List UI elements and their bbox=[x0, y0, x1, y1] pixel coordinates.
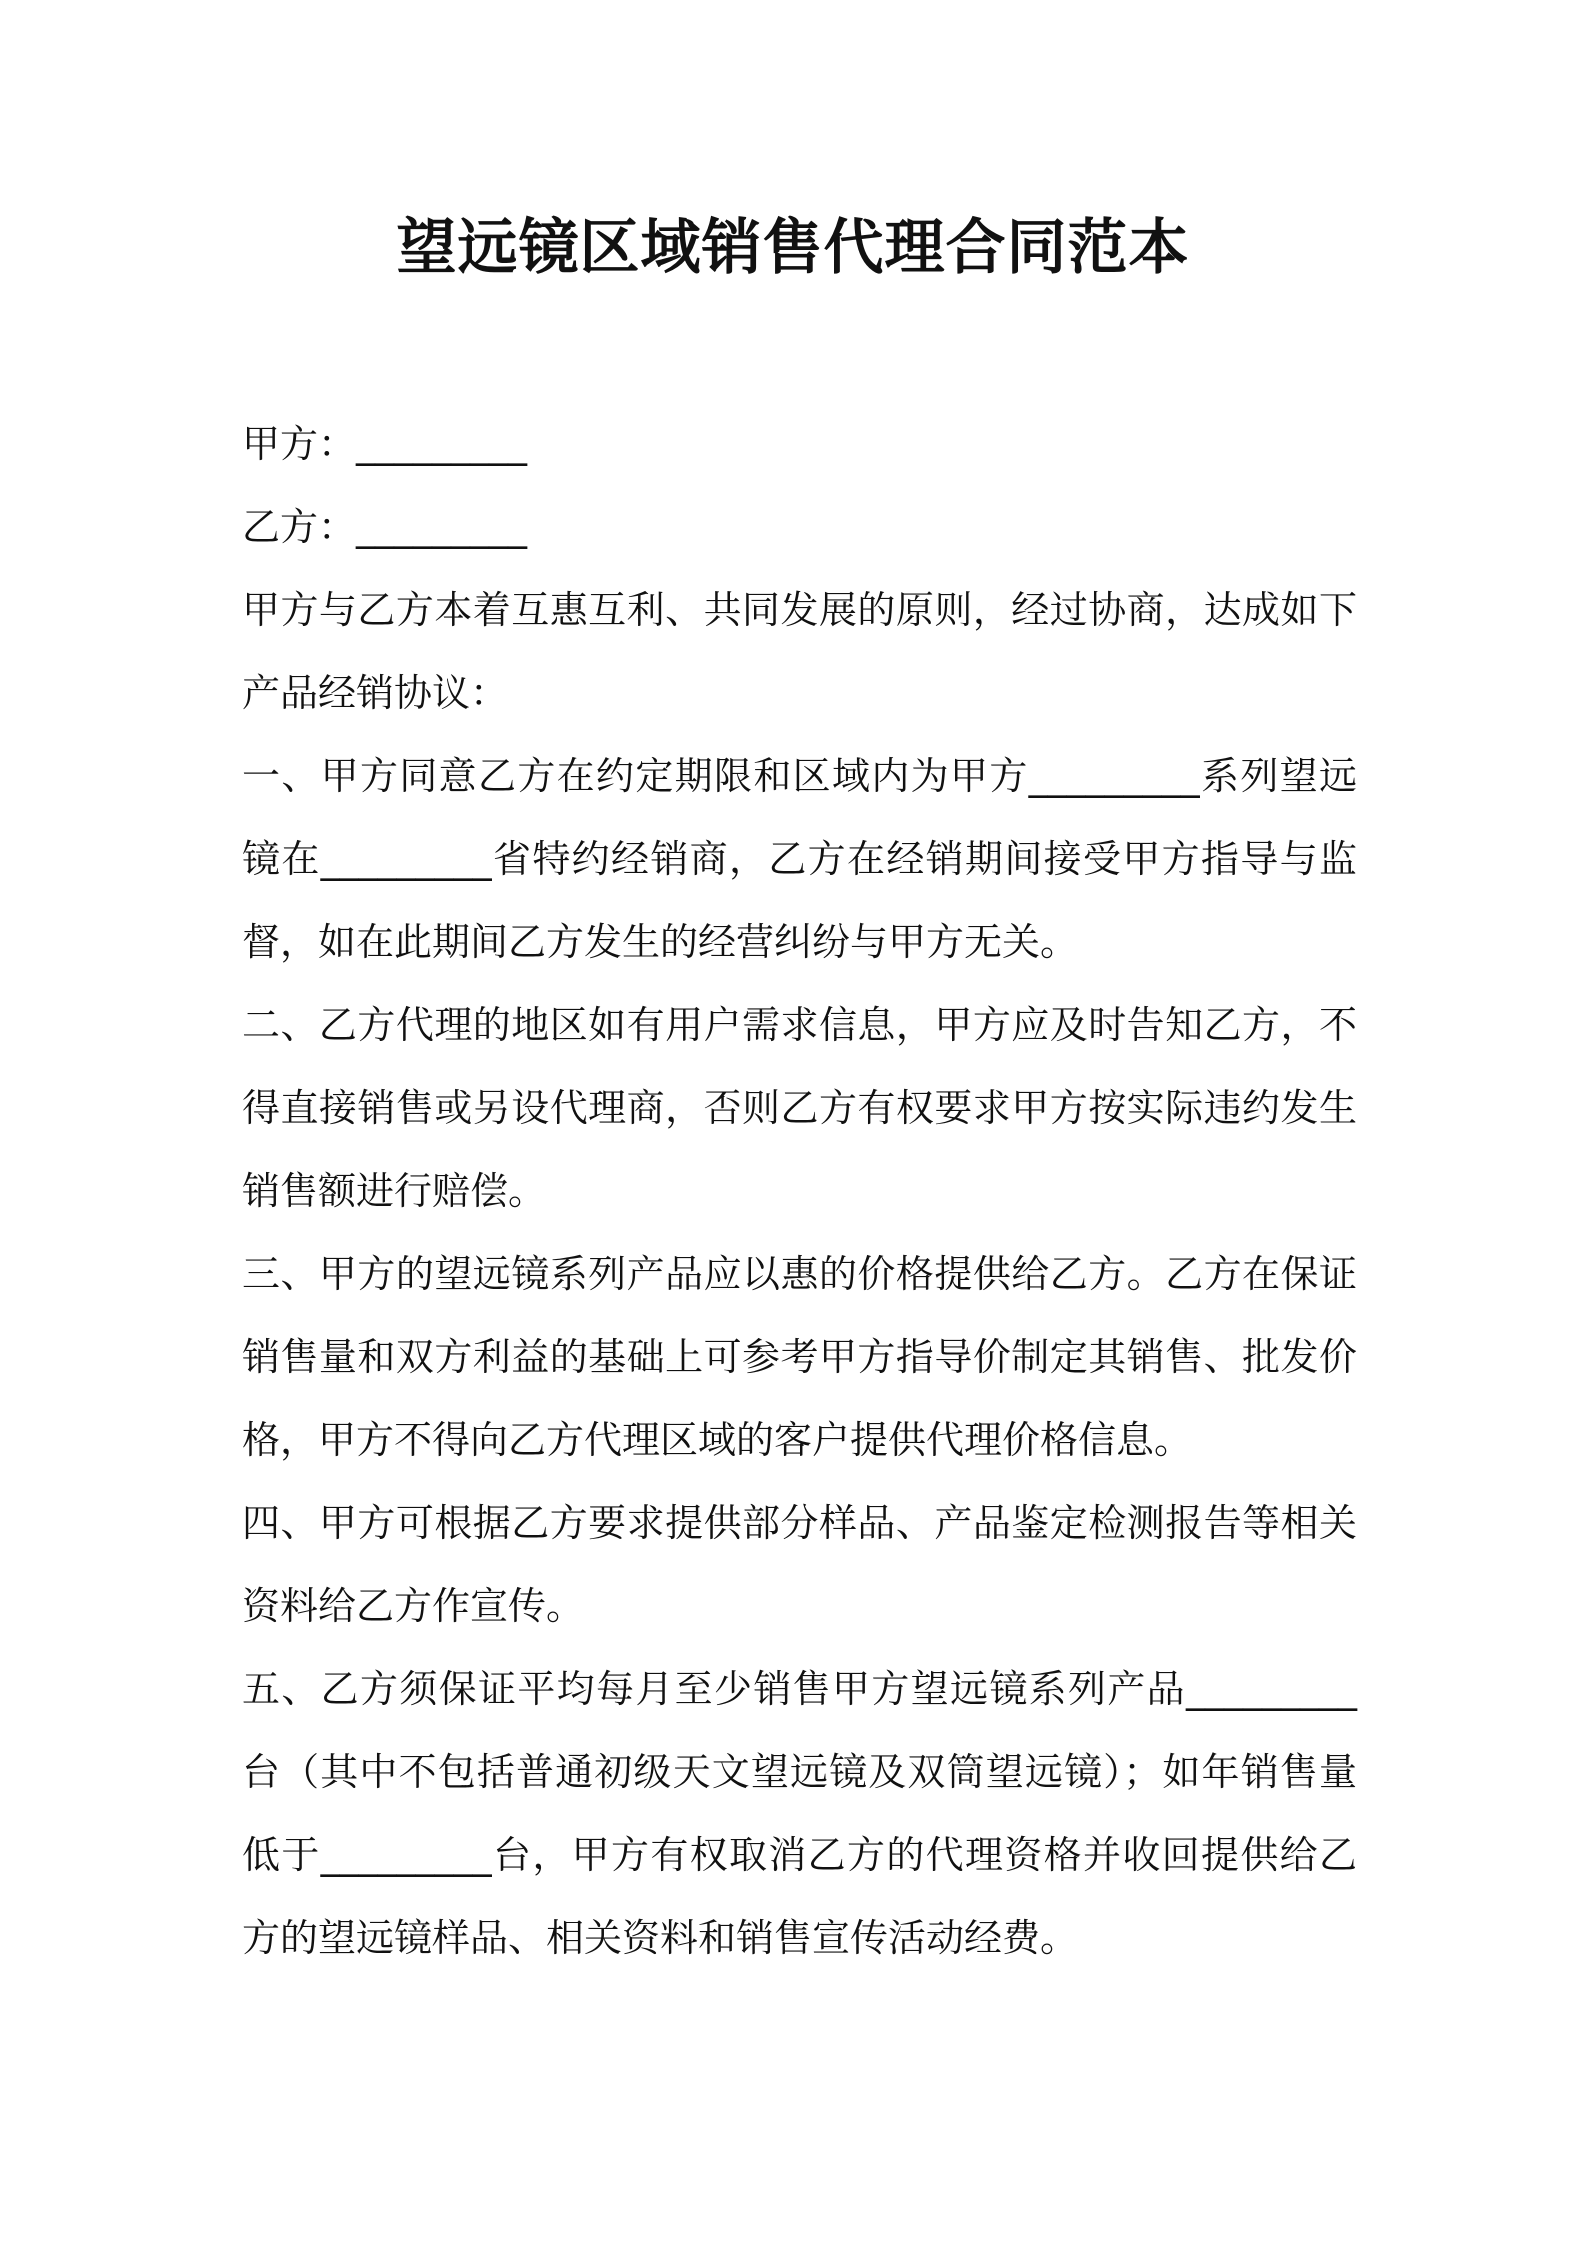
clause-4: 四、甲方可根据乙方要求提供部分样品、产品鉴定检测报告等相关资料给乙方作宣传。 bbox=[242, 1501, 1357, 1628]
clause-3: 三、甲方的望远镜系列产品应以惠的价格提供给乙方。乙方在保证销售量和双方利益的基础上可参考甲方指导价制定其销售、批发价格，甲方不得向乙方代理区域的客户提供代理价格信息。 bbox=[242, 1252, 1357, 1462]
clause-2: 二、乙方代理的地区如有用户需求信息，甲方应及时告知乙方，不得直接销售或另设代理商，否则乙方有权要求甲方按实际违约发生销售额进行赔偿。 bbox=[242, 1003, 1357, 1213]
document-title: 望远镜区域销售代理合同范本 bbox=[396, 213, 1190, 283]
party-a-line: 甲方：_________ bbox=[242, 422, 528, 466]
intro-paragraph: 甲方与乙方本着互惠互利、共同发展的原则，经过协商，达成如下产品经销协议： bbox=[242, 588, 1357, 715]
clause-1: 一、甲方同意乙方在约定期限和区域内为甲方_________系列望远镜在_________省特约经销商，乙方在经销期间接受甲方指导与监督，如在此期间乙方发生的经营纠纷与甲方无关。 bbox=[242, 754, 1357, 964]
party-b-line: 乙方：_________ bbox=[242, 505, 528, 549]
document-body bbox=[242, 403, 1357, 1980]
clause-5: 五、乙方须保证平均每月至少销售甲方望远镜系列产品_________台（其中不包括普通初级天文望远镜及双筒望远镜）；如年销售量低于_________台，甲方有权取消乙方的代理资格并收回提供给乙方的望远镜样品、相关资料和销售宣传活动经费。 bbox=[242, 1667, 1357, 1960]
